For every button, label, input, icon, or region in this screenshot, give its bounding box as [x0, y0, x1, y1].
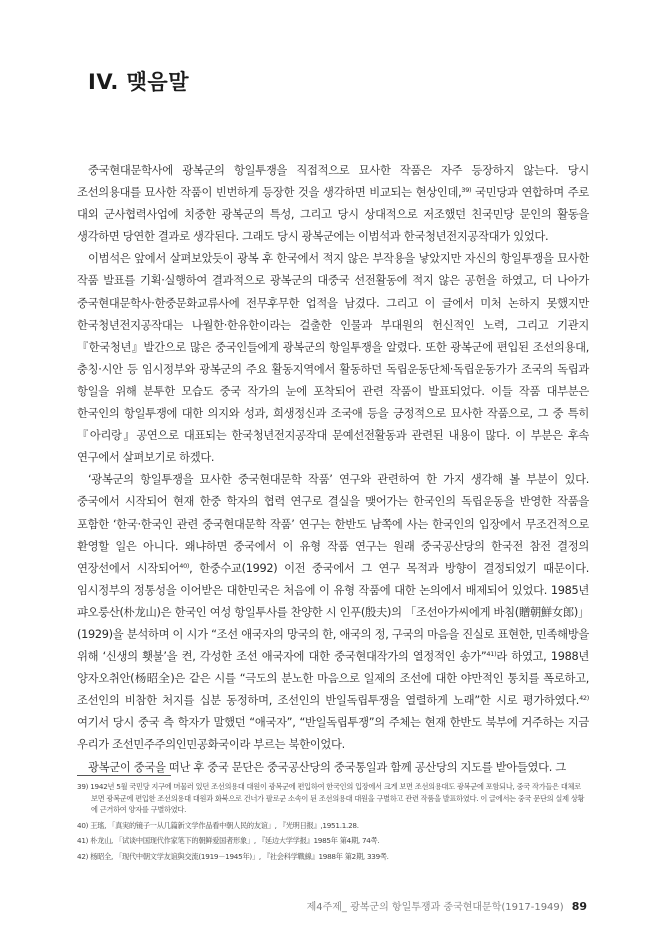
footnote: 40) 王瑤, 「真実的镜子一从几篇新文学作品看中朝人民的友谊」, 『光明日报』,1951.1.28. [77, 820, 359, 830]
footnote-ref[interactable]: 42) [579, 694, 589, 703]
footnote: 41) 朴龙山, 「试谈中国现代作家笔下的朝鲜爱国者形象」, 『延边大学学报』1985年 第4期, 74쪽. [77, 836, 380, 846]
page-number: 89 [571, 900, 587, 913]
paragraph-text: 라 하였고, 1988년 양자오취안(杨昭全)은 같은 시를 “극도의 분노한 마음으로 일제의 조선에 대한 야만적인 통치를 폭로하고, 조선인의 비참한 처지를 십분 동정하며, 조선인의 반일독립투쟁을 열렬하게 노래”한 시로 평가하였다. [77, 650, 590, 708]
paragraph-text: 여기서 당시 중국 측 학자가 말했던 “애국자”, “반일독립투쟁”의 주체는 현재 한반도 북부에 거주하는 지금 우리가 조선민주주의인민공화국이라 부르는 북한이었다. [77, 716, 589, 752]
paragraph-text: 광복군이 중국을 떠난 후 중국 문단은 중국공산당의 중국통일과 함께 공산당의 지도를 받아들였다. 그 [88, 760, 566, 774]
paragraph-text: 국민당과 연합하며 주로 대외 군사협력사업에 치중한 광복군의 특성, 그리고 당시 상대적으로 저조했던 친국민당 문인의 활동을 생각하면 당연한 결과로 생각된다. 그래도 당시 광복군에는 이범석과 한국청년전지공작대가 있었다. [77, 186, 589, 244]
body-text [77, 160, 589, 779]
footnote-ref[interactable]: 40) [179, 561, 190, 570]
footnote-divider [77, 775, 171, 776]
footnotes [77, 781, 589, 867]
paragraph-text: , 한중수교(1992) 이전 중국에서 그 연구 목적과 방향이 결정되었기 때문이다. 임시정부의 정통성을 이어받은 대한민국은 처음에 이 유형 작품에 대한 논의에서 배제되어 있었다. 1985년 퍄오룽산(朴龙山)은 한국인 여성 항일투사를 찬양한 시 인푸(殷夫)의 「조선아가씨에게 바침(贈朝鮮女郎)」(1929)을 분석하며 이 시가 “조선 애국자의 망국의 한, 애국의 정, 구국의 마음을 진실로 표현한, 민족해방을 위해 ‘신생의 횃불’을 켠, 각성한 조선 애국자에 대한 중국현대작가의 열정적인 송가” [77, 561, 589, 664]
paragraph-text: 이범석은 앞에서 살펴보았듯이 광복 후 한국에서 적지 않은 부작용을 낳았지만 자신의 항일투쟁을 묘사한 작품 발표를 기획·실행하여 결과적으로 광복군의 대중국 선전활동에 적지 않은 공헌을 하였고, 더 나아가 중국현대문학사·한중문화교류사에 전무후무한 업적을 남겼다. 그리고 이 글에서 미처 논하지 못했지만 한국청년전지공작대는 나월한·한유한이라는 걸출한 인물과 부대원의 헌신적인 노력, 그리고 기관지 『한국청년』발간으로 많은 중국인들에게 광복군의 항일투쟁을 알렸다. 또한 광복군에 편입된 조선의용대, 충칭·시안 등 임시정부와 광복군의 주요 활동지역에서 활동하던 독립운동단체·독립운동가가 조국의 독립과 항일을 위해 분투한 모습도 중국 작가의 눈에 포착되어 관련 작품이 발표되었다. 이들 작품 대부분은 한국인의 항일투쟁에 대한 의지와 성과, 희생정신과 조국애 등을 긍정적으로 묘사한 작품으로, 그 중 특히 『아리랑』공연으로 대표되는 한국청년전지공작대 문예선전활동과 관련된 내용이 많다. 이 부분은 후속 연구에서 살펴보기로 하겠다. [77, 252, 589, 465]
paragraph [77, 469, 589, 756]
footnote-ref[interactable]: 41) [486, 650, 497, 659]
section-heading: IV. 맺음말 [88, 70, 190, 94]
paragraph-text: ‘광복군의 항일투쟁을 묘사한 중국현대문학 작품’ 연구와 관련하여 한 가지 생각해 볼 부분이 있다. 중국에서 시작되어 현재 한중 학자의 협력 연구로 결실을 맺어가는 한국인의 독립운동을 반영한 작품을 포함한 ‘한국·한국인 관련 중국현대문학 작품’ 연구는 한반도 남쪽에 사는 한국인의 입장에서 무조건적으로 환영할 일은 아니다. 왜냐하면 중국에서 이 유형 작품 연구는 원래 중국공산당의 한국전 참전 결정의 연장선에서 시작되어 [77, 473, 589, 575]
footnote: 42) 杨昭全, 「现代中朝文学友谊與交流(1919－1945年)」, 『社会科学戰線』1988年 第2期, 339쪽. [77, 851, 389, 861]
footnote-ref[interactable]: 39) [461, 186, 472, 195]
paragraph [77, 160, 589, 248]
paragraph-text: 중국현대문학사에 광복군의 항일투쟁을 직접적으로 묘사한 작품은 자주 등장하지 않는다. 당시 조선의용대를 묘사한 작품이 빈번하게 등장한 것을 생각하면 비교되는 현상인데, [77, 164, 589, 200]
running-title: 제4주제_ 광복군의 항일투쟁과 중국현대문학(1917-1949) [306, 902, 564, 913]
running-footer [307, 898, 587, 913]
footnote: 39) 1942년 5월 국민당 지구에 머물러 있던 조선의용대 대원이 광복군에 편입하여 한국인의 입장에서 크게 보면 조선의용대도 광복군에 포함되나, 중국 작가들은 대체로 보면 광복군에 편입한 조선의용대 대원과 화북으로 건너가 팔로군 소속이 된 조선의용대 대원을 구별하고 관련 작품을 발표하였다. 이 글에서는 중국 문단의 실제 상황에 근거하여 양자를 구별하였다. [77, 782, 585, 815]
paragraph [77, 248, 589, 469]
